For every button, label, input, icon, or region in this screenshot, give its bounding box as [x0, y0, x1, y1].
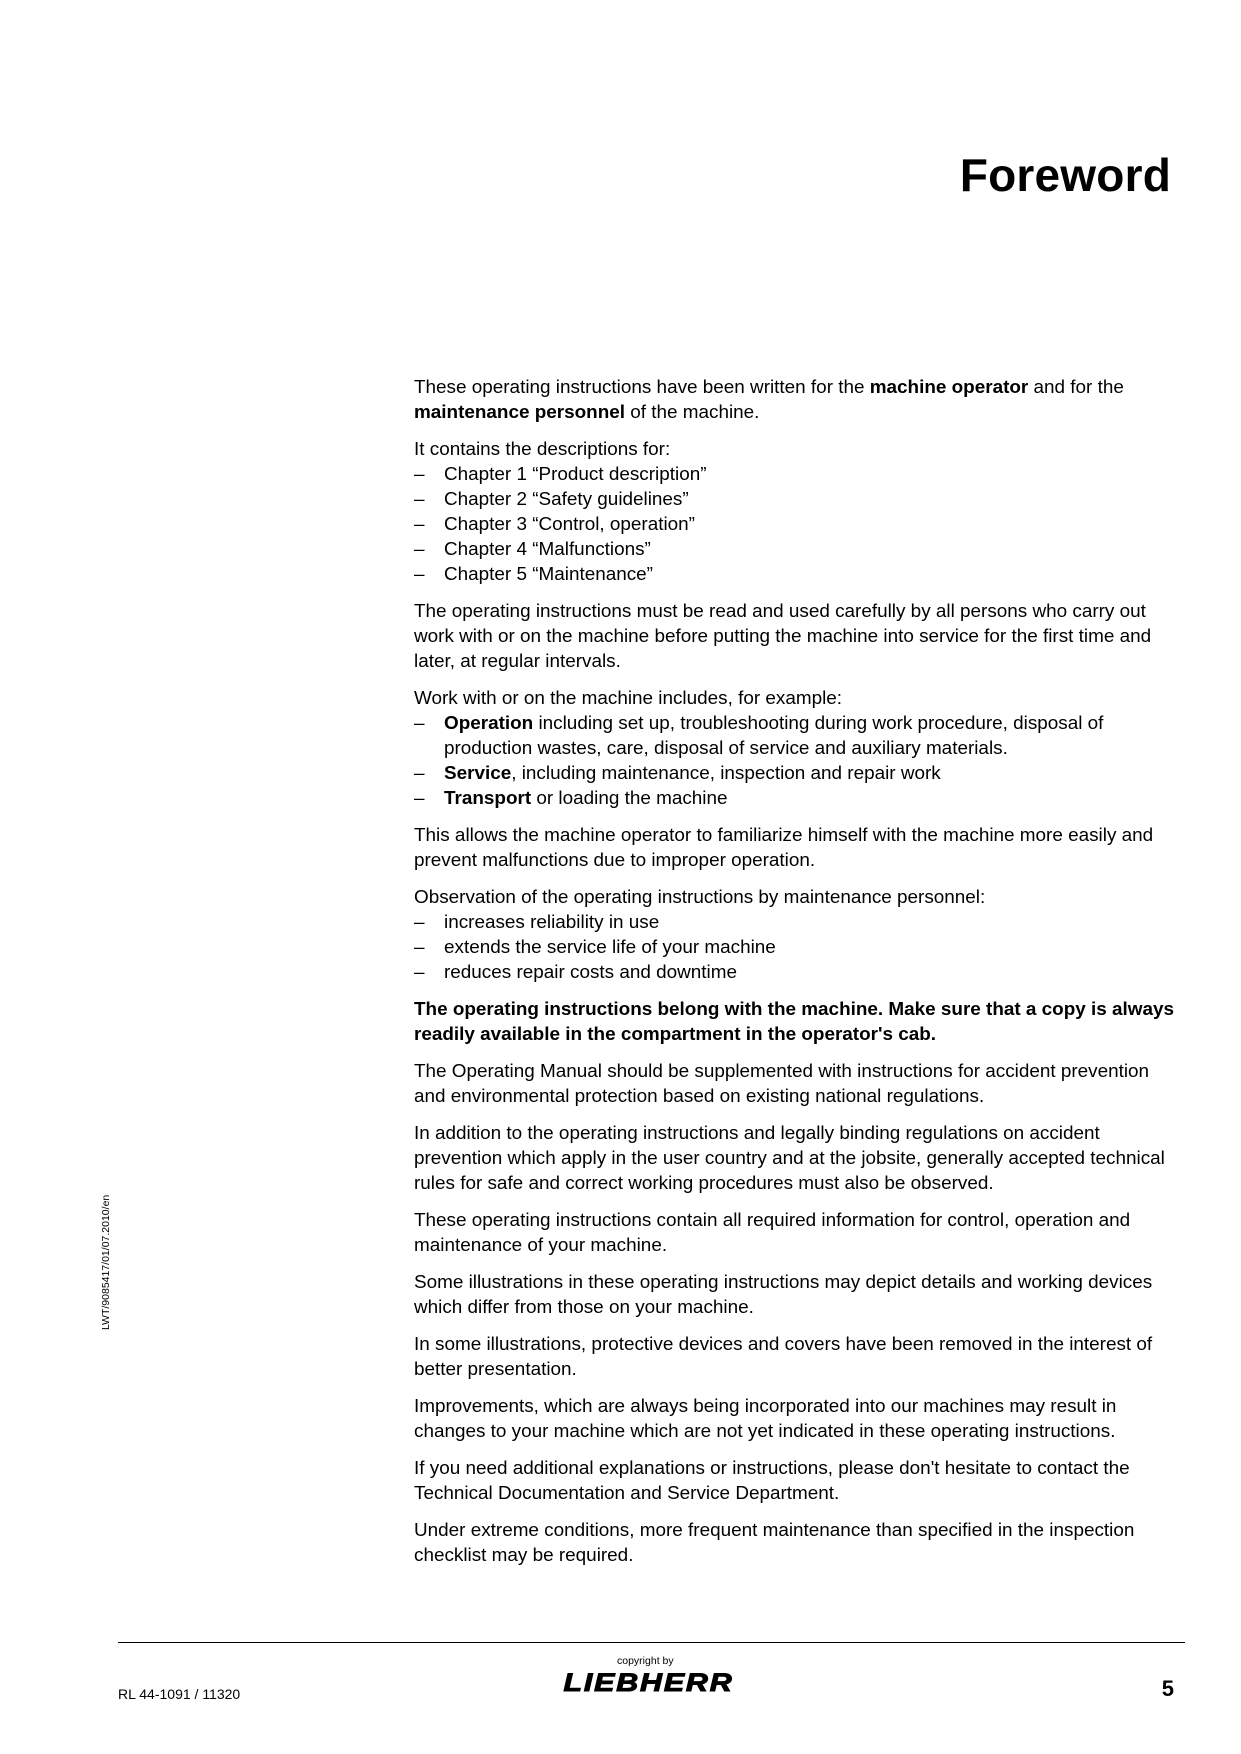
svg-text:LIEBHERR: LIEBHERR — [563, 1670, 734, 1694]
list-item: – reduces repair costs and downtime — [414, 960, 1184, 985]
footer-divider — [118, 1642, 1185, 1643]
machine-operator-term: machine operator — [869, 377, 1029, 398]
work-list — [414, 711, 1184, 811]
list-item: – Chapter 1 “Product description” — [414, 462, 1184, 487]
addition-paragraph: In addition to the operating instructions and legally binding regulations on accident prevention which apply in the user country and at the jobsite, generally accepted technical rules for safe and correct working procedures must also be observed. — [414, 1123, 1165, 1194]
document-code: RL 44-1091 / 11320 — [118, 1686, 241, 1702]
list-item: – Chapter 5 “Maintenance” — [414, 562, 1184, 587]
work-lead: Work with or on the machine includes, for example: — [414, 688, 843, 709]
extreme-paragraph: Under extreme conditions, more frequent maintenance than specified in the inspection checklist may be required. — [414, 1520, 1135, 1566]
list-item: – Chapter 4 “Malfunctions” — [414, 537, 1184, 562]
maintenance-personnel-term: maintenance personnel — [414, 402, 626, 423]
list-item: – Chapter 3 “Control, operation” — [414, 512, 1184, 537]
list-item: – Transport or loading the machine — [414, 786, 1184, 811]
contact-paragraph: If you need additional explanations or instructions, please don't hesitate to contact the Technical Documentation and Service Department. — [414, 1458, 1130, 1504]
illustrations-paragraph: Some illustrations in these operating instructions may depict details and working devices which differ from those on your machine. — [414, 1272, 1153, 1318]
page-number: 5 — [1161, 1676, 1174, 1701]
chapters-list — [414, 462, 1184, 587]
list-item: – Operation including set up, troubleshooting during work procedure, disposal of production wastes, care, disposal of service and auxiliary materials. — [414, 711, 1184, 761]
page-title: Foreword — [959, 149, 1171, 201]
observation-lead: Observation of the operating instructions by maintenance personnel: — [414, 887, 986, 908]
list-item: – extends the service life of your machine — [414, 935, 1184, 960]
document-side-code: LWT/9085417/01/07.2010/en — [100, 1194, 112, 1330]
allows-paragraph: This allows the machine operator to familiarize himself with the machine more easily and prevent malfunctions due to improper operation. — [414, 825, 1154, 871]
improvements-paragraph: Improvements, which are always being incorporated into our machines may result in changes to your machine which are not yet indicated in these operating instructions. — [414, 1396, 1117, 1442]
read-paragraph: The operating instructions must be read and used carefully by all persons who carry out work with or on the machine before putting the machine into service for the first time and later, at regular intervals. — [414, 601, 1152, 672]
foreword-body — [414, 375, 1184, 1580]
intro-paragraph: These operating instructions have been written for the machine operator and for the maintenance personnel of the machine. — [414, 377, 1124, 423]
list-item: – Chapter 2 “Safety guidelines” — [414, 487, 1184, 512]
list-item: – Service, including maintenance, inspection and repair work — [414, 761, 1184, 786]
contain-paragraph: These operating instructions contain all required information for control, operation and maintenance of your machine. — [414, 1210, 1131, 1256]
protective-paragraph: In some illustrations, protective devices and covers have been removed in the interest of better presentation. — [414, 1334, 1153, 1380]
list-item: – increases reliability in use — [414, 910, 1184, 935]
manual-paragraph: The Operating Manual should be supplemented with instructions for accident prevention and environmental protection based on existing national regulations. — [414, 1061, 1150, 1107]
observation-list — [414, 910, 1184, 985]
copyright-label: copyright by — [617, 1655, 674, 1667]
chapters-lead: It contains the descriptions for: — [414, 439, 671, 460]
liebherr-logo — [561, 1670, 736, 1694]
important-notice: The operating instructions belong with the machine. Make sure that a copy is always readily available in the compartment in the operator's cab. — [414, 999, 1174, 1045]
